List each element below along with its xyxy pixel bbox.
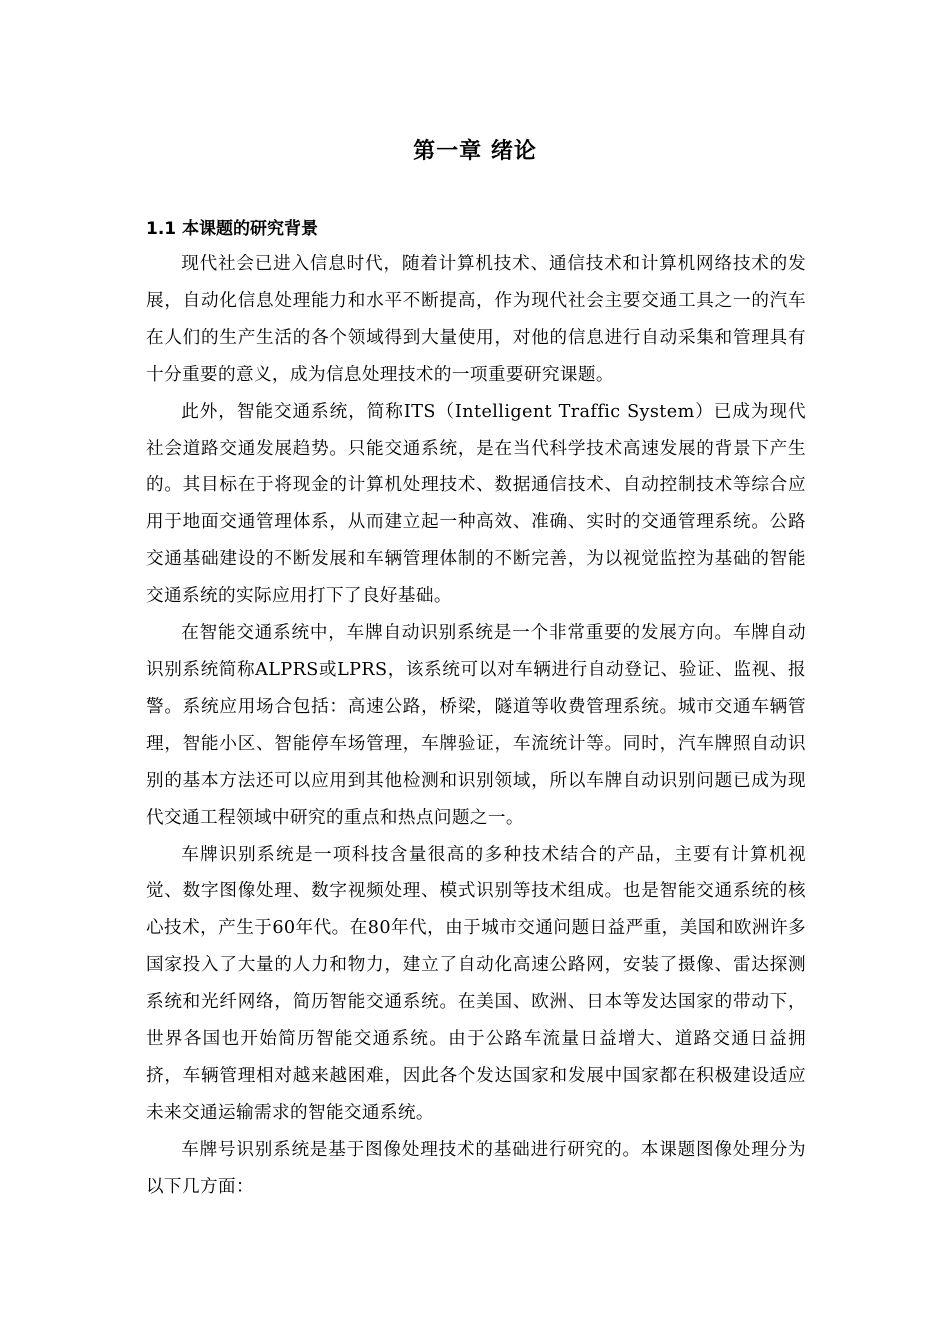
paragraph: 在智能交通系统中，车牌自动识别系统是一个非常重要的发展方向。车牌自动识别系统简称ALPRS或LPRS，该系统可以对车辆进行自动登记、验证、监视、报警。系统应用场合包括：高速公路，桥梁，隧道等收费管理系统。城市交通车辆管理，智能小区、智能停车场管理，车牌验证，车流统计等。同时，汽车牌照自动识别的基本方法还可以应用到其他检测和识别领域，所以车牌自动识别问题已成为现代交通工程领域中研究的重点和热点问题之一。	[146, 623, 806, 828]
chapter-title: 第一章 绪论	[413, 139, 537, 164]
body-text	[146, 246, 806, 1206]
section-heading: 1.1 本课题的研究背景	[146, 219, 319, 239]
paragraph: 车牌识别系统是一项科技含量很高的多种技术结合的产品，主要有计算机视觉、数字图像处理、数字视频处理、模式识别等技术组成。也是智能交通系统的核心技术，产生于60年代。在80年代，由于城市交通问题日益严重，美国和欧洲许多国家投入了大量的人力和物力，建立了自动化高速公路网，安装了摄像、雷达探测系统和光纤网络，简历智能交通系统。在美国、欧洲、日本等发达国家的带动下，世界各国也开始简历智能交通系统。由于公路车流量日益增大、道路交通日益拥挤，车辆管理相对越来越困难，因此各个发达国家和发展中国家都在积极建设适应未来交通运输需求的智能交通系统。	[146, 844, 806, 1123]
paragraph: 现代社会已进入信息时代，随着计算机技术、通信技术和计算机网络技术的发展，自动化信息处理能力和水平不断提高，作为现代社会主要交通工具之一的汽车在人们的生产生活的各个领域得到大量使用，对他的信息进行自动采集和管理具有十分重要的意义，成为信息处理技术的一项重要研究课题。	[146, 254, 806, 385]
paragraph: 车牌号识别系统是基于图像处理技术的基础进行研究的。本课题图像处理分为以下几方面：	[146, 1139, 806, 1197]
paragraph: 此外，智能交通系统，简称ITS（Intelligent Traffic System）已成为现代社会道路交通发展趋势。只能交通系统，是在当代科学技术高速发展的背景下产生的。其目标在于将现金的计算机处理技术、数据通信技术、自动控制技术等综合应用于地面交通管理体系，从而建立起一种高效、准确、实时的交通管理系统。公路交通基础建设的不断发展和车辆管理体制的不断完善，为以视觉监控为基础的智能交通系统的实际应用打下了良好基础。	[146, 401, 806, 607]
